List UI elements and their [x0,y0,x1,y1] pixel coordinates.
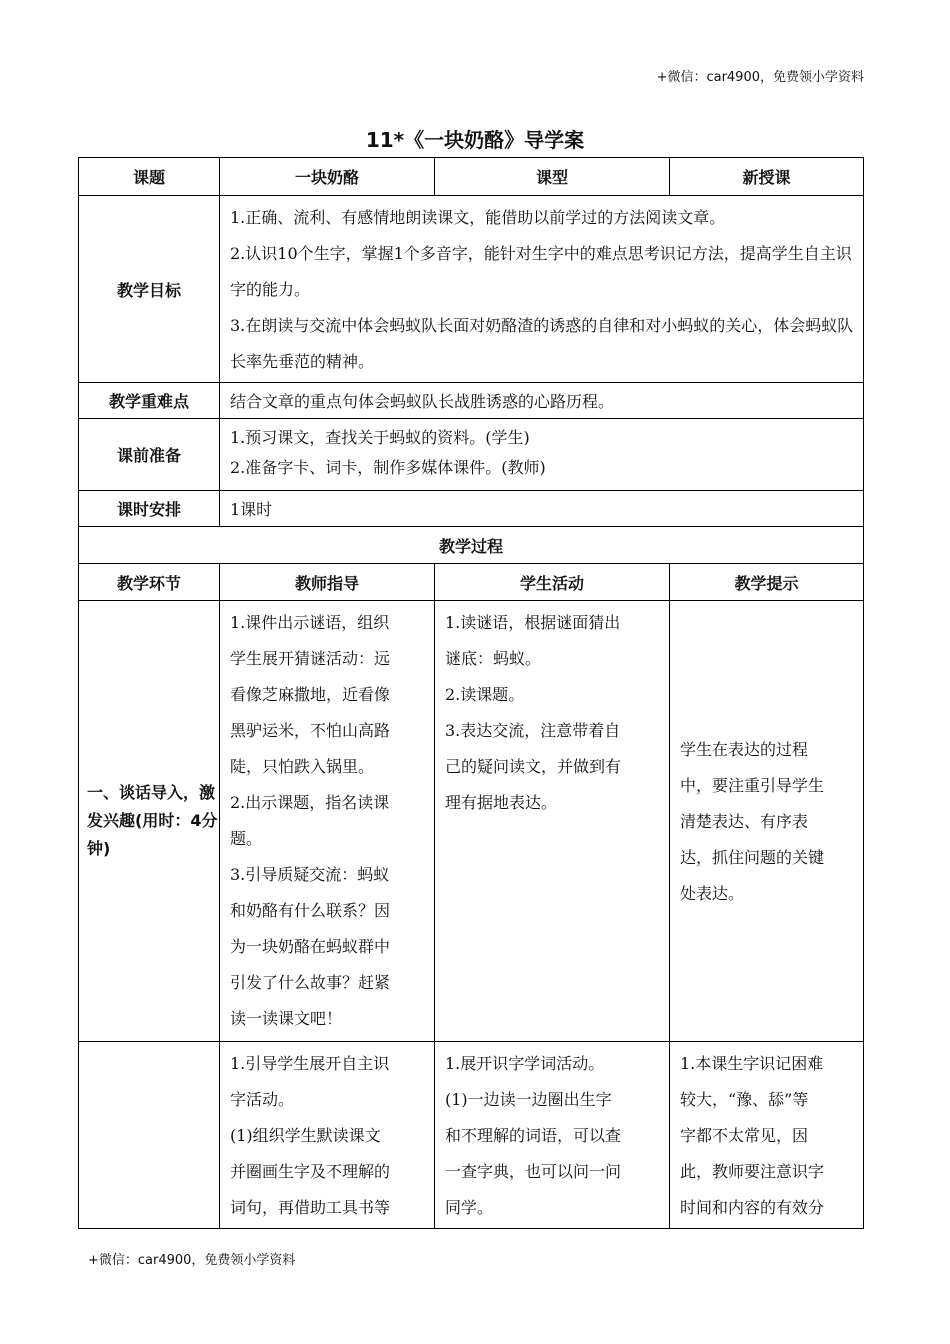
step2-student [435,1042,670,1229]
text-line: 同学。 [445,1198,494,1217]
col-head-stage: 教学环节 [79,564,220,601]
text-line: 陡，只怕跌入锅里。 [230,757,375,776]
prep-label: 课前准备 [79,419,220,491]
text-line: 字活动。 [230,1090,295,1109]
schedule-row [79,491,864,527]
key-points-label: 教学重难点 [79,383,220,419]
text-line: 己的疑问读文，并做到有 [445,757,622,776]
text-line: 2.出示课题，指名读课 [230,793,390,812]
step2-label [79,1042,220,1229]
step1-teacher [220,601,435,1042]
course-info-row [79,158,864,196]
col-head-student: 学生活动 [435,564,670,601]
step2-tips [670,1042,864,1229]
text-line: 此，教师要注意识字 [680,1162,825,1181]
lesson-plan-table [78,157,864,1229]
text-line: 学生展开猜谜活动：远 [230,649,391,668]
goal-item: 1.正确、流利、有感情地朗读课文，能借助以前学过的方法阅读文章。 [230,208,726,227]
schedule-label: 课时安排 [79,491,220,527]
step1-student [435,601,670,1042]
course-type-label: 课型 [435,158,670,196]
col-head-tips: 教学提示 [670,564,864,601]
step1-row [79,601,864,1042]
step2-row [79,1042,864,1229]
text-line: 学生在表达的过程 [680,740,809,759]
page-title: 11*《一块奶酪》导学案 [365,128,585,152]
text-line: 黑驴运米，不怕山高路 [230,721,391,740]
text-line: 1.课件出示谜语，组织 [230,613,390,632]
text-line: 处表达。 [680,884,745,903]
course-type-value: 新授课 [670,158,864,196]
text-line: 一查字典，也可以问一问 [445,1162,622,1181]
text-line: 和奶酪有什么联系？因 [230,901,391,920]
step2-teacher [220,1042,435,1229]
key-points-row [79,383,864,419]
text-line: 1.读谜语，根据谜面猜出 [445,613,621,632]
schedule-content: 1课时 [220,491,864,527]
text-line: 较大，“豫、舔”等 [680,1090,809,1109]
prep-item: 1.预习课文，查找关于蚂蚁的资料。(学生) [230,428,530,447]
footer-note: +微信：car4900，免费领小学资料 [88,1253,296,1268]
goals-row [79,196,864,383]
text-line: 为一块奶酪在蚂蚁群中 [230,937,391,956]
course-title-value: 一块奶酪 [220,158,435,196]
text-line: 中，要注重引导学生 [680,776,825,795]
goal-item: 3.在朗读与交流中体会蚂蚁队长面对奶酪渣的诱惑的自律和对小蚂蚁的关心，体会蚂蚁队长率先垂范的精神。 [230,316,854,371]
header-note: +微信：car4900，免费领小学资料 [656,70,864,85]
text-line: 并圈画生字及不理解的 [230,1162,391,1181]
text-line: 字都不太常见，因 [680,1126,809,1145]
text-line: 达，抓住问题的关键 [680,848,825,867]
text-line: 3.表达交流，注意带着自 [445,721,621,740]
process-head-row [79,564,864,601]
text-line: 读一读课文吧！ [230,1009,343,1028]
text-line: 词句，再借助工具书等 [230,1198,391,1217]
text-line: 1.展开识字学词活动。 [445,1054,605,1073]
text-line: 题。 [230,829,263,848]
goals-content [220,196,864,383]
step1-tips [670,601,864,1042]
process-title-row [79,527,864,564]
text-line: (1)一边读一边圈出生字 [445,1090,612,1109]
text-line: 3.引导质疑交流：蚂蚁 [230,865,390,884]
text-line: 清楚表达、有序表 [680,812,809,831]
text-line: (1)组织学生默读课文 [230,1126,381,1145]
goals-label: 教学目标 [79,196,220,383]
text-line: 1.引导学生展开自主识 [230,1054,390,1073]
key-points-content: 结合文章的重点句体会蚂蚁队长战胜诱惑的心路历程。 [220,383,864,419]
course-title-label: 课题 [79,158,220,196]
text-line: 和不理解的词语，可以查 [445,1126,622,1145]
text-line: 看像芝麻撒地，近看像 [230,685,391,704]
text-line: 1.本课生字识记困难 [680,1054,824,1073]
process-title: 教学过程 [79,527,864,564]
text-line: 谜底：蚂蚁。 [445,649,542,668]
prep-row [79,419,864,491]
col-head-teacher: 教师指导 [220,564,435,601]
prep-item: 2.准备字卡、词卡，制作多媒体课件。(教师) [230,458,546,477]
text-line: 时间和内容的有效分 [680,1198,825,1217]
text-line: 引发了什么故事？赶紧 [230,973,391,992]
goal-item: 2.认识10个生字，掌握1个多音字，能针对生字中的难点思考识记方法，提高学生自主识字的能力。 [230,244,852,299]
text-line: 2.读课题。 [445,685,525,704]
step1-label: 一、谈话导入，激发兴趣(用时：4分钟) [79,601,220,1042]
prep-content [220,419,864,491]
text-line: 理有据地表达。 [445,793,558,812]
